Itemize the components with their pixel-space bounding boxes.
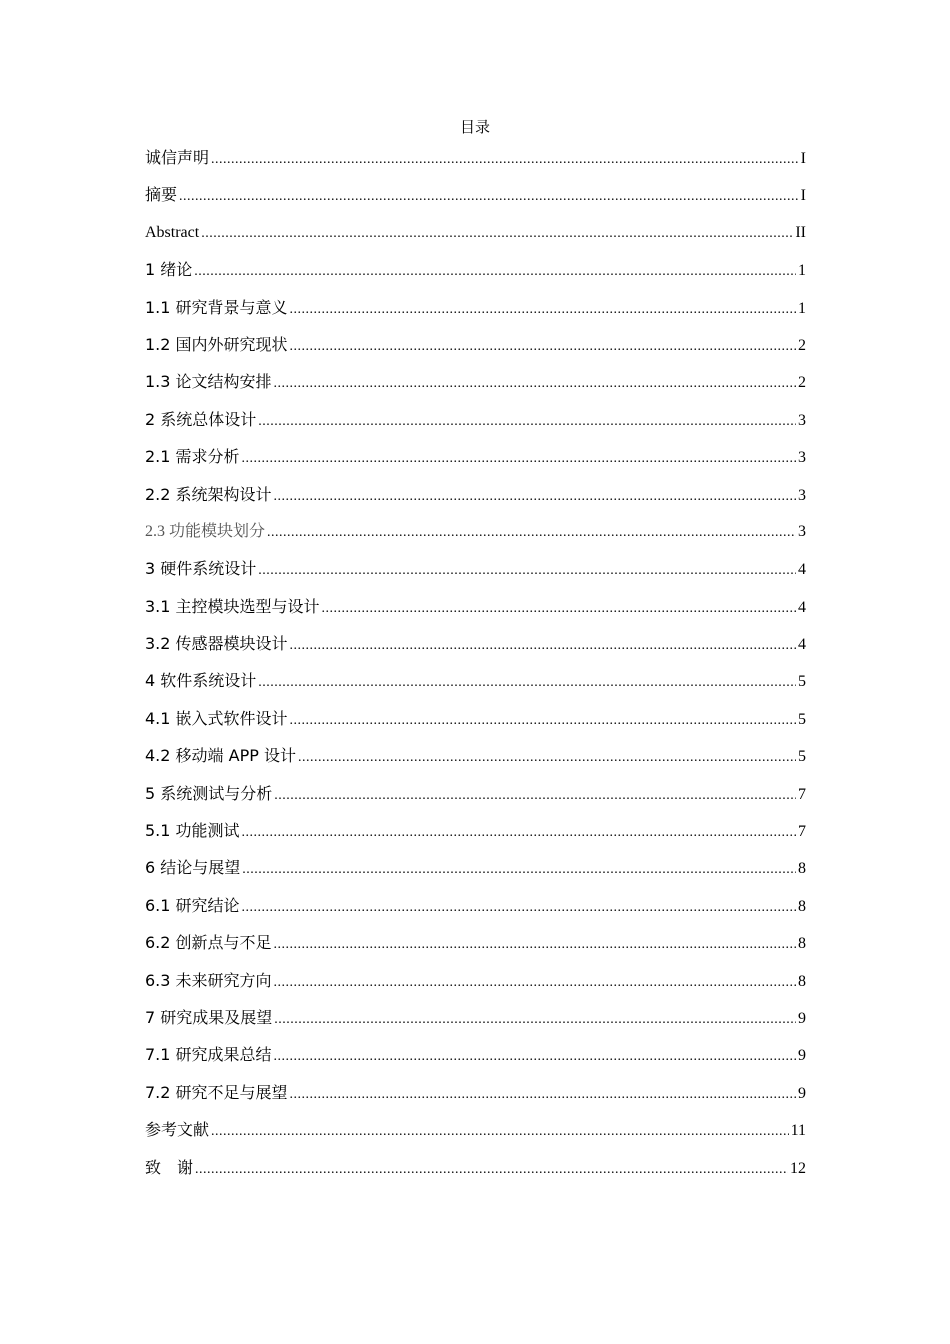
toc-page-number: 4 bbox=[798, 636, 806, 654]
toc-entry-label: Abstract bbox=[145, 223, 200, 241]
toc-dot-leader bbox=[290, 632, 796, 660]
toc-dot-leader bbox=[290, 1081, 796, 1109]
toc-entry-chapter-6[interactable] bbox=[145, 854, 806, 891]
toc-entry-section-4-1[interactable] bbox=[145, 705, 806, 742]
toc-dot-leader bbox=[179, 183, 799, 211]
toc-dot-leader bbox=[258, 669, 796, 697]
toc-entry-label: 3.1 主控模块选型与设计 bbox=[145, 596, 320, 616]
toc-entry-chapter-5[interactable] bbox=[145, 780, 806, 817]
toc-page-number: 11 bbox=[790, 1122, 806, 1140]
toc-dot-leader bbox=[194, 258, 796, 286]
toc-page-number: II bbox=[795, 223, 806, 241]
toc-page-number: 1 bbox=[798, 262, 806, 280]
toc-entry-label: 5.1 功能测试 bbox=[145, 821, 240, 841]
toc-entry-section-7-1[interactable] bbox=[145, 1041, 806, 1078]
toc-entry-section-3-1[interactable] bbox=[145, 593, 806, 630]
toc-dot-leader bbox=[242, 894, 796, 922]
toc-page-number: 3 bbox=[798, 411, 806, 429]
toc-page-number: 4 bbox=[798, 598, 806, 616]
toc-dot-leader bbox=[211, 1118, 789, 1146]
toc-entry-label: 1 绪论 bbox=[145, 260, 193, 280]
toc-page-number: 2 bbox=[798, 336, 806, 354]
toc-entry-label: 4.1 嵌入式软件设计 bbox=[145, 708, 288, 728]
toc-page-number: 7 bbox=[798, 785, 806, 803]
toc-entry-label: 7.1 研究成果总结 bbox=[145, 1045, 272, 1065]
toc-entry-label: 2.1 需求分析 bbox=[145, 447, 240, 467]
toc-entry-chapter-1[interactable] bbox=[145, 256, 806, 293]
toc-entry-label: 诚信声明 bbox=[145, 148, 210, 167]
toc-page-number: 2 bbox=[798, 374, 806, 392]
toc-entry-label: 参考文献 bbox=[145, 1120, 210, 1140]
toc-entry-section-4-2[interactable] bbox=[145, 742, 806, 779]
toc-entry-label: 3 硬件系统设计 bbox=[145, 559, 257, 579]
toc-entry-label: 6.2 创新点与不足 bbox=[145, 933, 272, 953]
toc-entry-references[interactable] bbox=[145, 1116, 806, 1153]
toc-entry-label: 5 系统测试与分析 bbox=[145, 783, 273, 803]
toc-page-number: 5 bbox=[798, 673, 806, 691]
toc-entry-chapter-4[interactable] bbox=[145, 667, 806, 704]
toc-entry-label: 1.1 研究背景与意义 bbox=[145, 297, 288, 317]
toc-entry-abstract-en[interactable] bbox=[145, 219, 806, 256]
toc-dot-leader bbox=[274, 1006, 796, 1034]
toc-title: 目录 bbox=[459, 118, 490, 136]
toc-dot-leader bbox=[274, 1043, 796, 1071]
toc-page-number: 12 bbox=[790, 1159, 806, 1177]
toc-page-number: 9 bbox=[798, 1009, 806, 1027]
toc-page-number: 4 bbox=[798, 561, 806, 579]
toc-entry-section-1-3[interactable] bbox=[145, 368, 806, 405]
toc-page-number: 9 bbox=[798, 1047, 806, 1065]
toc-page-number: 8 bbox=[798, 972, 806, 990]
toc-entry-section-5-1[interactable] bbox=[145, 817, 806, 854]
toc-entry-label: 2.2 系统架构设计 bbox=[145, 484, 272, 504]
toc-entry-label: 7 研究成果及展望 bbox=[145, 1007, 273, 1027]
toc-page-number: 7 bbox=[798, 823, 806, 841]
toc-entry-abstract-cn[interactable] bbox=[145, 181, 806, 218]
toc-entry-label: 4.2 移动端 APP 设计 bbox=[145, 746, 296, 766]
toc-dot-leader bbox=[290, 707, 796, 735]
toc-page-number: 3 bbox=[798, 449, 806, 467]
toc-page-number: 8 bbox=[798, 935, 806, 953]
toc-dot-leader bbox=[258, 557, 796, 585]
toc-dot-leader bbox=[242, 856, 796, 884]
toc-entry-section-1-2[interactable] bbox=[145, 331, 806, 368]
toc-dot-leader bbox=[274, 483, 796, 511]
toc-dot-leader bbox=[290, 296, 796, 324]
toc-entry-section-6-2[interactable] bbox=[145, 929, 806, 966]
toc-dot-leader bbox=[298, 744, 796, 772]
toc-page-number: 3 bbox=[798, 486, 806, 504]
toc-entry-label: 7.2 研究不足与展望 bbox=[145, 1082, 288, 1102]
toc-entry-section-7-2[interactable] bbox=[145, 1079, 806, 1116]
toc-page-number: I bbox=[800, 187, 806, 205]
toc-entry-section-1-1[interactable] bbox=[145, 294, 806, 331]
toc-dot-leader bbox=[242, 819, 796, 847]
toc-entry-chapter-2[interactable] bbox=[145, 406, 806, 443]
toc-entry-label: 摘要 bbox=[145, 185, 178, 205]
toc-dot-leader bbox=[274, 969, 796, 997]
toc-entry-label: 4 软件系统设计 bbox=[145, 671, 257, 691]
toc-entry-label: 1.2 国内外研究现状 bbox=[145, 334, 288, 354]
toc-page-number: 1 bbox=[798, 299, 806, 317]
toc-entry-acknowledgements[interactable] bbox=[145, 1154, 806, 1191]
toc-dot-leader bbox=[258, 408, 796, 436]
toc-page-number: 9 bbox=[798, 1084, 806, 1102]
toc-page-number: I bbox=[800, 150, 806, 167]
toc-entry-label: 6 结论与展望 bbox=[145, 858, 241, 878]
toc-dot-leader bbox=[274, 370, 796, 398]
toc-entry-section-6-1[interactable] bbox=[145, 892, 806, 929]
toc-entry-integrity-statement[interactable] bbox=[145, 144, 806, 181]
toc-dot-leader bbox=[211, 146, 799, 174]
toc-entry-chapter-7[interactable] bbox=[145, 1004, 806, 1041]
toc-entry-label: 1.3 论文结构安排 bbox=[145, 372, 272, 392]
toc-entry-section-3-2[interactable] bbox=[145, 630, 806, 667]
toc-page-number: 5 bbox=[798, 748, 806, 766]
toc-entry-section-2-3[interactable] bbox=[145, 518, 806, 555]
toc-entry-label: 6.1 研究结论 bbox=[145, 895, 240, 915]
toc-page-number: 8 bbox=[798, 860, 806, 878]
toc-dot-leader bbox=[242, 445, 796, 473]
toc-page-number: 3 bbox=[798, 522, 806, 540]
toc-dot-leader bbox=[322, 595, 796, 623]
toc-list bbox=[145, 144, 806, 1191]
toc-entry-label: 6.3 未来研究方向 bbox=[145, 970, 272, 990]
toc-dot-leader bbox=[290, 333, 796, 361]
toc-dot-leader bbox=[267, 519, 796, 547]
toc-entry-section-6-3[interactable] bbox=[145, 967, 806, 1004]
toc-entry-label: 2 系统总体设计 bbox=[145, 409, 257, 429]
toc-page-number: 8 bbox=[798, 897, 806, 915]
toc-dot-leader bbox=[201, 220, 793, 248]
toc-dot-leader bbox=[274, 931, 796, 959]
toc-entry-label: 2.3 功能模块划分 bbox=[145, 522, 266, 540]
toc-dot-leader bbox=[195, 1156, 788, 1184]
toc-dot-leader bbox=[274, 782, 796, 810]
toc-entry-section-2-2[interactable] bbox=[145, 481, 806, 518]
toc-entry-label: 致 谢 bbox=[145, 1157, 194, 1177]
toc-page-number: 5 bbox=[798, 710, 806, 728]
toc-entry-label: 3.2 传感器模块设计 bbox=[145, 634, 288, 654]
toc-entry-chapter-3[interactable] bbox=[145, 555, 806, 592]
toc-entry-section-2-1[interactable] bbox=[145, 443, 806, 480]
